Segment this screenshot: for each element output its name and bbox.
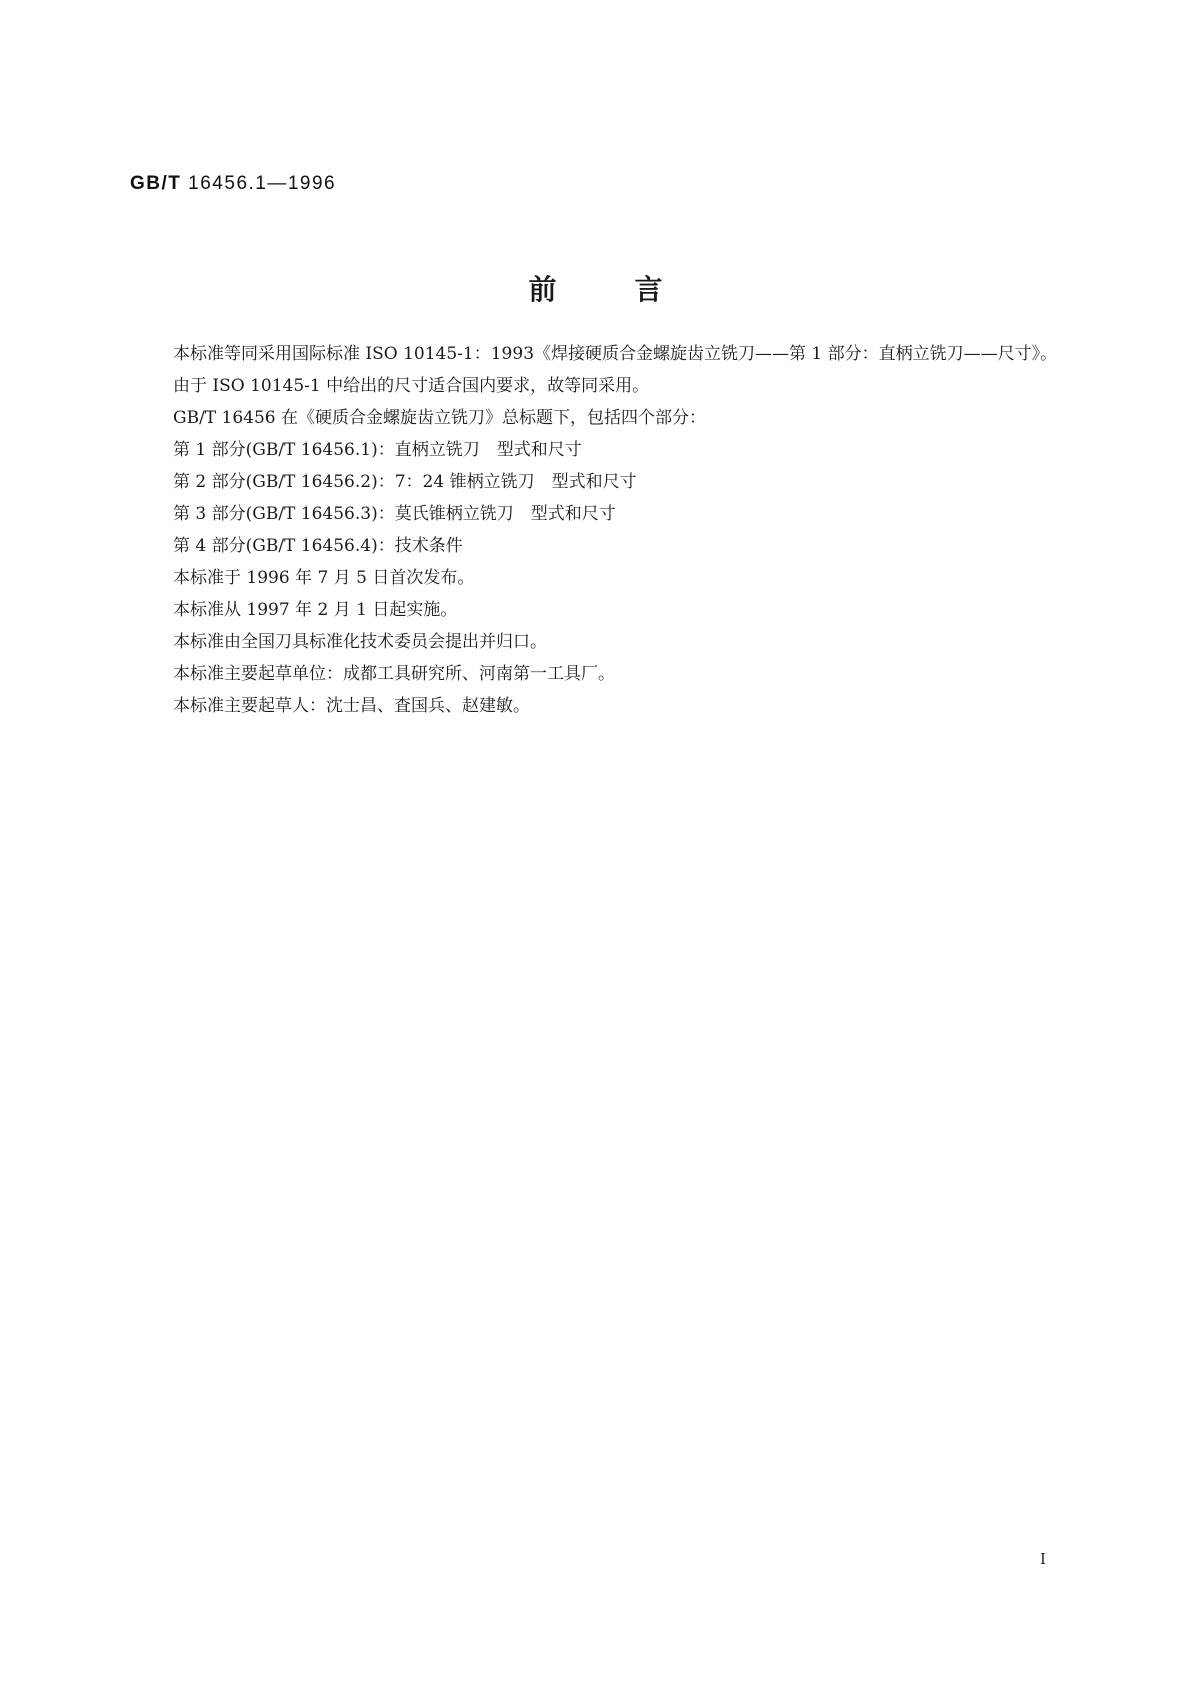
paragraph-effective-date: 本标准从 1997 年 2 月 1 日起实施。 [173, 600, 458, 620]
paragraph-parts-intro: GB/T 16456 在《硬质合金螺旋齿立铣刀》总标题下，包括四个部分： [173, 408, 707, 428]
paragraph-drafting-units: 本标准主要起草单位：成都工具研究所、河南第一工具厂。 [173, 664, 615, 684]
standard-prefix: GB/T [130, 173, 182, 194]
paragraph-reason: 由于 ISO 10145-1 中给出的尺寸适合国内要求，故等同采用。 [173, 376, 650, 396]
page-number: I [1040, 1550, 1046, 1568]
foreword-body [125, 338, 1060, 722]
paragraph-part-3: 第 3 部分(GB/T 16456.3)：莫氏锥柄立铣刀 型式和尺寸 [173, 504, 616, 524]
paragraph-part-1: 第 1 部分(GB/T 16456.1)：直柄立铣刀 型式和尺寸 [173, 440, 582, 460]
paragraph-part-2: 第 2 部分(GB/T 16456.2)：7：24 锥柄立铣刀 型式和尺寸 [173, 472, 637, 492]
paragraph-committee: 本标准由全国刀具标准化技术委员会提出并归口。 [173, 632, 547, 652]
paragraph-adoption: 本标准等同采用国际标准 ISO 10145-1：1993《焊接硬质合金螺旋齿立铣刀——第 1 部分：直柄立铣刀——尺寸》。 [173, 344, 1058, 364]
paragraph-part-4: 第 4 部分(GB/T 16456.4)：技术条件 [173, 536, 463, 556]
paragraph-drafters: 本标准主要起草人：沈士昌、査国兵、赵建敏。 [173, 696, 530, 716]
standard-number: 16456.1—1996 [188, 173, 337, 194]
page-title: 前言 [528, 273, 741, 306]
paragraph-publish-date: 本标准于 1996 年 7 月 5 日首次发布。 [173, 568, 475, 588]
standard-number-header [130, 173, 336, 195]
